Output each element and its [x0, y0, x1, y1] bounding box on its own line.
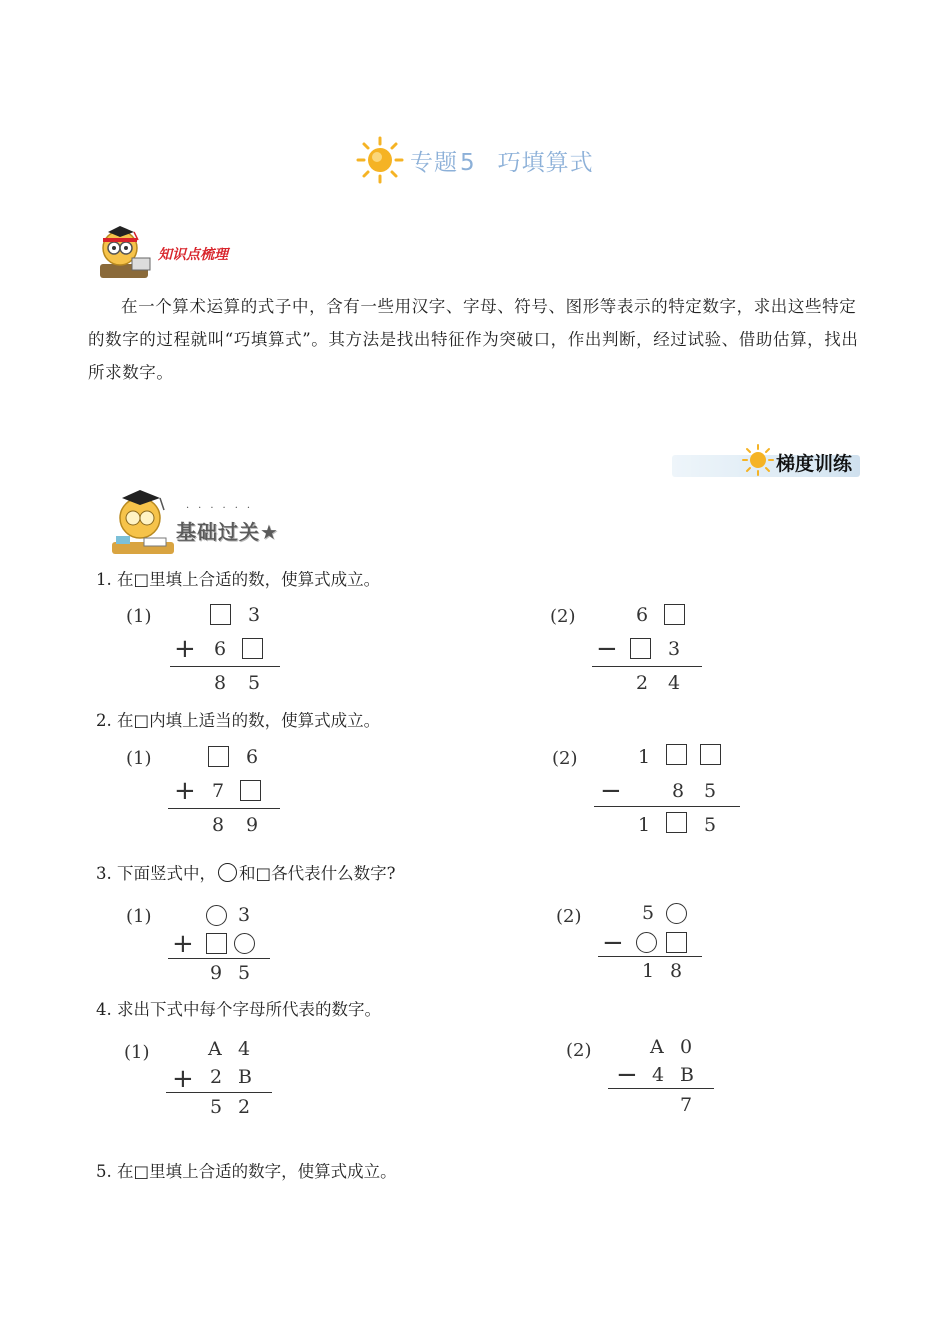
plus-sign: +	[172, 929, 194, 959]
difference-line	[608, 1088, 714, 1089]
question-2: 2. 在□内填上适当的数，使算式成立。	[96, 711, 381, 730]
problem-label: (1)	[126, 906, 152, 927]
problem-label: (2)	[550, 606, 576, 627]
minus-sign: −	[600, 776, 622, 806]
digit: 8	[672, 780, 685, 802]
problem-q1a	[126, 600, 296, 696]
difference-line	[598, 956, 702, 957]
letter: A	[650, 1036, 664, 1058]
problem-label: (1)	[126, 748, 152, 769]
digit: 4	[668, 672, 681, 694]
digit: 9	[210, 962, 223, 984]
sun-icon	[742, 444, 774, 476]
sum-line	[168, 808, 280, 809]
digit: 3	[238, 904, 251, 926]
digit: 6	[636, 604, 649, 626]
digit: 3	[668, 638, 681, 660]
digit: 5	[704, 814, 717, 836]
basic-section-title	[176, 516, 279, 545]
digit: 9	[246, 814, 259, 836]
question-3-text: 3. 下面竖式中，	[96, 864, 216, 883]
digit: 2	[210, 1066, 223, 1088]
question-1: 1. 在□里填上合适的数，使算式成立。	[96, 570, 381, 589]
letter: A	[208, 1038, 222, 1060]
problem-label: (2)	[552, 748, 578, 769]
problem-label: (1)	[124, 1042, 150, 1063]
circle-blank[interactable]	[234, 933, 255, 954]
digit: 2	[238, 1096, 251, 1118]
basic-section-label: 基础过关	[176, 520, 260, 544]
problem-label: (2)	[566, 1040, 592, 1061]
digit: 3	[248, 604, 261, 626]
title-number: 5	[460, 149, 476, 176]
problem-q4a	[124, 1036, 294, 1126]
blank-box[interactable]	[210, 604, 231, 625]
sum-line	[166, 1092, 272, 1093]
digit: 8	[214, 672, 227, 694]
sum-line	[168, 958, 270, 959]
digit: 1	[642, 960, 655, 982]
question-3-suffix: 和□各代表什么数字?	[239, 864, 396, 883]
problem-q3b	[556, 898, 716, 988]
question-3	[96, 860, 395, 884]
knowledge-text: 在一个算术运算的式子中，含有一些用汉字、字母、符号、图形等表示的特定数字，求出这些特定的数字的过程就叫“巧填算式”。其方法是找出特征作为突破口，作出判断，经过试验、借助估算，找出所求数字。	[88, 297, 859, 382]
plus-sign: +	[174, 634, 196, 664]
knowledge-badge-label: 知识点梳理	[158, 247, 228, 263]
digit: 5	[248, 672, 261, 694]
question-4: 4. 求出下式中每个字母所代表的数字。	[96, 1000, 381, 1019]
digit: 8	[212, 814, 225, 836]
circle-blank[interactable]	[636, 932, 657, 953]
sun-icon	[356, 136, 404, 184]
circle-icon	[218, 863, 237, 882]
digit: 0	[680, 1036, 693, 1058]
blank-box[interactable]	[700, 744, 721, 765]
difference-line	[594, 806, 740, 807]
digit: 5	[238, 962, 251, 984]
digit: 2	[636, 672, 649, 694]
circle-blank[interactable]	[206, 905, 227, 926]
digit: 1	[638, 814, 651, 836]
digit: 5	[642, 902, 655, 924]
digit: 6	[214, 638, 227, 660]
section-dots: ······	[186, 503, 260, 514]
title-prefix: 专题	[410, 149, 458, 176]
digit: 1	[638, 746, 651, 768]
blank-box[interactable]	[242, 638, 263, 659]
letter: B	[680, 1064, 694, 1086]
training-banner-text: 梯度训练	[776, 453, 853, 475]
problem-q2b	[552, 742, 752, 838]
question-5: 5. 在□里填上合适的数字，使算式成立。	[96, 1162, 397, 1181]
blank-box[interactable]	[630, 638, 651, 659]
difference-line	[592, 666, 702, 667]
minus-sign: −	[616, 1060, 638, 1090]
problem-label: (1)	[126, 606, 152, 627]
blank-box[interactable]	[666, 932, 687, 953]
page-title	[356, 136, 594, 184]
digit: 7	[680, 1094, 693, 1116]
problem-q4b	[566, 1034, 736, 1124]
minus-sign: −	[602, 928, 624, 958]
star-icon: ★	[260, 520, 279, 544]
digit: 4	[238, 1038, 251, 1060]
problem-label: (2)	[556, 906, 582, 927]
plus-sign: +	[172, 1064, 194, 1094]
blank-box[interactable]	[664, 604, 685, 625]
blank-box[interactable]	[240, 780, 261, 801]
digit: 5	[210, 1096, 223, 1118]
letter: B	[238, 1066, 252, 1088]
circle-blank[interactable]	[666, 903, 687, 924]
minus-sign: −	[596, 634, 618, 664]
problem-q2a	[126, 742, 296, 838]
digit: 8	[670, 960, 683, 982]
title-name: 巧填算式	[497, 149, 594, 176]
blank-box[interactable]	[208, 746, 229, 767]
blank-box[interactable]	[666, 744, 687, 765]
digit: 5	[704, 780, 717, 802]
problem-q3a	[126, 900, 286, 990]
blank-box[interactable]	[666, 812, 687, 833]
blank-box[interactable]	[206, 933, 227, 954]
basic-mascot-icon	[108, 486, 178, 558]
digit: 6	[246, 746, 259, 768]
digit: 4	[652, 1064, 665, 1086]
sum-line	[170, 666, 280, 667]
digit: 7	[212, 780, 225, 802]
problem-q1b	[550, 600, 720, 696]
plus-sign: +	[174, 776, 196, 806]
